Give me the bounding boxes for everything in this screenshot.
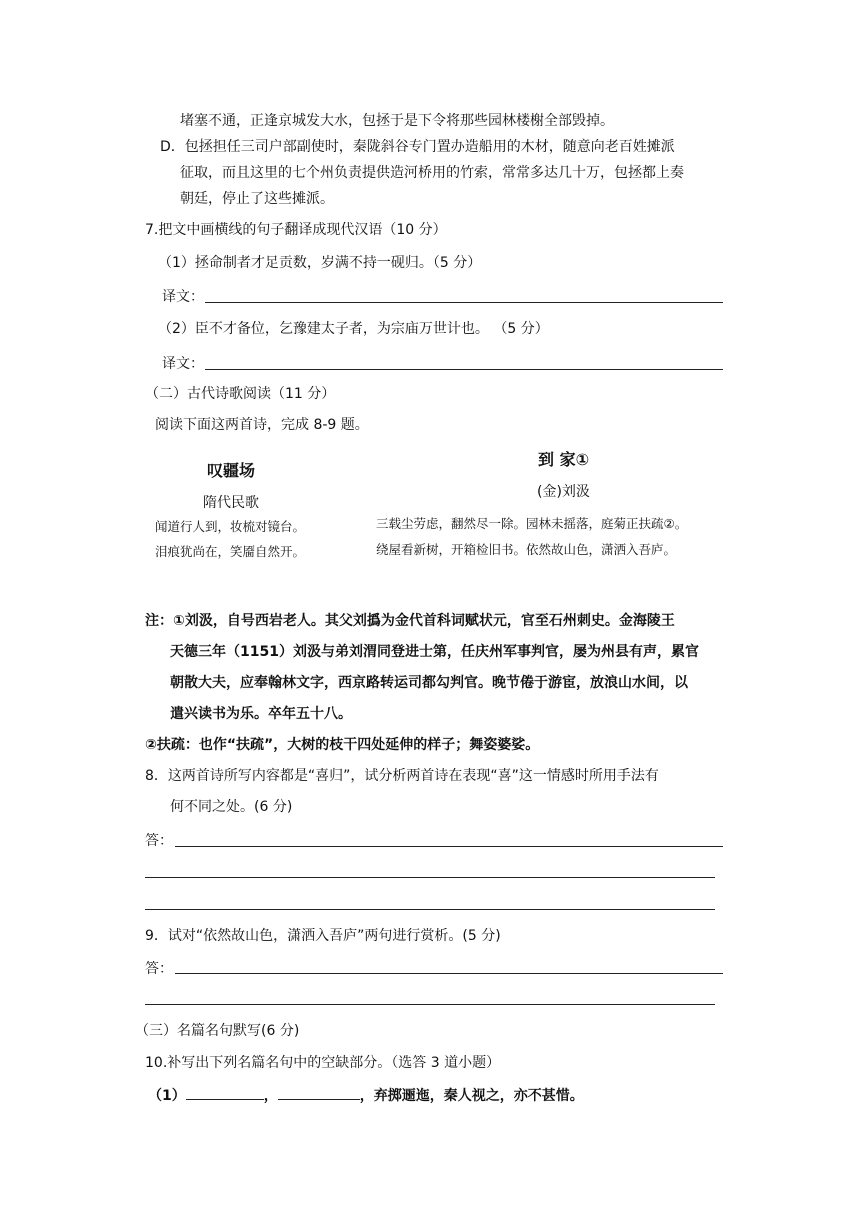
question-9: 9．试对“依然故山色，潇洒入吾庐”两句进行赏析。(5 分) — [145, 928, 501, 944]
question-8-line-1: 8．这两首诗所写内容都是“喜归”，试分析两首诗在表现“喜”这一情感时所用手法有 — [145, 768, 659, 784]
question-7-sentence-1: （1）拯命制者才足贡数，岁满不持一砚归。（5 分） — [158, 255, 482, 271]
note-1-line-2: 天德三年（1151）刘汲与弟刘渭同登进士第，任庆州军事判官，屡为州县有声，累官 — [170, 644, 699, 660]
blank-2[interactable] — [278, 1085, 360, 1100]
poem-1-line-2: 泪痕犹尚在，笑靥自然开。 — [155, 544, 306, 559]
poem-1-line-1: 闻道行人到，妆梳对镜台。 — [155, 519, 306, 534]
answer-line — [175, 973, 723, 974]
option-c-continuation: 堵塞不通，正逢京城发大水，包拯于是下令将那些园林楼榭全部毁掉。 — [180, 113, 614, 129]
note-1-line-4: 遣兴读书为乐。卒年五十八。 — [170, 706, 352, 722]
section-2-heading: （二）古代诗歌阅读（11 分） — [145, 386, 336, 402]
question-10-item-1 — [148, 1085, 584, 1105]
question-7-heading: 7.把文中画横线的句子翻译成现代汉语（10 分） — [145, 222, 447, 238]
item-1-number: （1） — [148, 1088, 186, 1104]
option-d-line-1: D．包拯担任三司户部副使时，秦陇斜谷专门置办造船用的木材，随意向老百姓摊派 — [160, 139, 675, 155]
answer-label: 答： — [145, 961, 173, 977]
option-d-line-3: 朝廷，停止了这些摊派。 — [180, 191, 334, 207]
poem-2-title: 到 家① — [538, 450, 590, 469]
question-7-sentence-2: （2）臣不才备位，乞豫建太子者，为宗庙万世计也。 （5 分） — [158, 321, 549, 337]
answer-label: 答： — [145, 833, 173, 849]
answer-line — [145, 877, 715, 878]
poem-2-line-2: 绕屋看新树，开箱检旧书。依然故山色，潇洒入吾庐。 — [376, 542, 677, 557]
poem-1-title: 叹疆场 — [207, 461, 256, 480]
answer-line — [175, 846, 723, 847]
answer-line — [205, 369, 723, 370]
question-10-heading: 10.补写出下列名篇名句中的空缺部分。（选答 3 道小题） — [145, 1055, 501, 1071]
note-1-line-1: 注：①刘汲，自号西岩老人。其父刘撝为金代首科词赋状元，官至石州刺史。金海陵王 — [145, 613, 675, 629]
answer-line — [205, 302, 723, 303]
poem-1-author: 隋代民歌 — [203, 495, 259, 511]
item-1-comma: ， — [263, 1088, 278, 1104]
note-2: ②扶疏：也作“扶疏”，大树的枝干四处延伸的样子；舞姿婆娑。 — [145, 737, 540, 753]
section-2-instruction: 阅读下面这两首诗，完成 8-9 题。 — [155, 417, 369, 433]
poem-2-author: (金)刘汲 — [537, 484, 590, 500]
option-d-line-2: 征取，而且这里的七个州负责提供造河桥用的竹索，常常多达几十万，包拯都上奏 — [180, 165, 684, 181]
answer-line — [145, 909, 715, 910]
blank-1[interactable] — [186, 1085, 264, 1100]
poem-2-line-1: 三载尘劳虑，翻然尽一除。园林未摇落，庭菊正扶疏②。 — [376, 516, 688, 531]
note-1-line-3: 朝散大夫，应奉翰林文字，西京路转运司都勾判官。晚节倦于游宦，放浪山水间，以 — [170, 675, 688, 691]
translation-label-2: 译文： — [162, 356, 204, 372]
translation-label-1: 译文： — [162, 289, 204, 305]
item-1-text: ，弃掷逦迤，秦人视之，亦不甚惜。 — [359, 1088, 584, 1104]
question-8-line-2: 何不同之处。(6 分) — [170, 799, 293, 815]
answer-line — [145, 1004, 715, 1005]
section-3-heading: （三）名篇名句默写(6 分) — [135, 1023, 300, 1039]
